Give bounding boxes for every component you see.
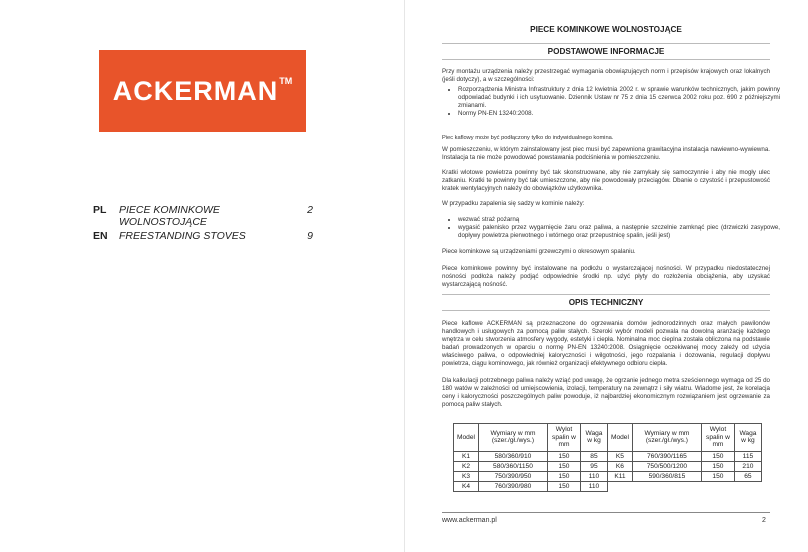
section-rule — [442, 59, 770, 60]
footer-rule — [442, 512, 770, 513]
list-item: • wygasić palenisko przez wygarnięcie żaru oraz paliwa, a następnie szczelnie zamknąć piec (drzwiczki zasypowe, dopływy powietrza pierwotnego i wtórnego oraz przepustnicę spalin, jeśli jest) — [458, 224, 780, 240]
table-cell-empty — [632, 481, 701, 491]
table-cell: 150 — [547, 471, 580, 481]
table-cell: 150 — [547, 451, 580, 461]
specifications-table — [453, 423, 762, 492]
list-item: • Normy PN-EN 13240:2008. — [458, 110, 780, 118]
table-header: Wylot spalin w mm — [547, 424, 580, 452]
table-cell: 760/390/980 — [478, 481, 547, 491]
table-header: Wymiary w mm (szer./gł./wys.) — [632, 424, 701, 452]
paragraph: W przypadku zapalenia się sadzy w kominie należy: — [442, 200, 585, 207]
table-cell: K11 — [607, 471, 632, 481]
table-header: Model — [607, 424, 632, 452]
table-cell: 580/360/1150 — [478, 461, 547, 471]
table-cell: 150 — [547, 461, 580, 471]
table-cell: 590/360/815 — [632, 471, 701, 481]
table-cell: 115 — [734, 451, 761, 461]
table-header-row — [454, 424, 762, 452]
table-cell: 150 — [701, 471, 734, 481]
table-cell: K2 — [454, 461, 479, 471]
table-cell: 110 — [580, 471, 607, 481]
footer-page-number: 2 — [762, 517, 766, 524]
table-cell: 95 — [580, 461, 607, 471]
footer-url[interactable]: www.ackerman.pl — [442, 517, 497, 524]
table-cell: K3 — [454, 471, 479, 481]
section-heading-technical: OPIS TECHNICZNY — [568, 298, 644, 307]
paragraph: Kratki wlotowe powietrza powinny być tak skonstruowane, aby nie zamykały się samoczynnie i aby nie mogły ulec zatkaniu. Kratki te powinny być tak umieszczone, aby nie powodowały przeciągów. Dbanie o czystość i przepustowość kratek wentylacyjnych należy do obowiązków użytkownika. — [442, 169, 770, 193]
table-cell: 150 — [701, 451, 734, 461]
section-rule — [442, 43, 770, 44]
table-cell: K6 — [607, 461, 632, 471]
toc-entry-pl[interactable] — [93, 204, 313, 228]
paragraph: Piece kaflowe ACKERMAN są przeznaczone do ogrzewania domów jednorodzinnych oraz małych pawilonów handlowych i usługowych za pomocą paliw stałych. Szeroki wybór modeli pozwala na dowolną aranżację każdego wnętrza w celu stworzenia atmosfery wygody, estetyki i ciepła. Nominalna moc cieplna została obliczona na podstawie badań prowadzonych w oparciu o normę PN-EN 13240:2008. Osiągnięcie oczekiwanej mocy zależy od użycia właściwego paliwa, o odpowiedniej kaloryczności i wilgotności, jego rozpalania i dozowania, regulacji dopływu powietrza, ciągu kominowego, jak również organizacji efektywnego odbioru ciepła. — [442, 320, 770, 368]
table-header: Wylot spalin w mm — [701, 424, 734, 452]
table-cell: K1 — [454, 451, 479, 461]
toc-title: PIECE KOMINKOWE WOLNOSTOJĄCE — [119, 204, 220, 228]
table-cell: 760/390/1165 — [632, 451, 701, 461]
table-cell-empty — [734, 481, 761, 491]
table-cell: 580/360/910 — [478, 451, 547, 461]
table-header: Waga w kg — [734, 424, 761, 452]
table-cell-empty — [607, 481, 632, 491]
table-cell-empty — [701, 481, 734, 491]
table-header: Wymiary w mm (szer./gł./wys.) — [478, 424, 547, 452]
paragraph: Piece kominkowe powinny być instalowane na podłożu o wystarczającej nośności. W przypadku niedostatecznej nośności podłoża należy podjąć odpowiednie środki np. użyć płyty do rozłożenia obciążenia, aby uzyskać wystarczającą nośność. — [442, 265, 770, 289]
paragraph: Przy montażu urządzenia należy przestrzegać wymagania obowiązujących norm i przepisów krajowych oraz lokalnych (jeśli dotyczy), a w szczególności: — [442, 68, 770, 84]
table-row — [454, 461, 762, 471]
table-cell: 150 — [701, 461, 734, 471]
ackerman-logo — [99, 50, 306, 132]
table-row — [454, 481, 762, 491]
table-header: Waga w kg — [580, 424, 607, 452]
chimney-fire-list — [448, 216, 780, 240]
table-row — [454, 471, 762, 481]
table-header: Model — [454, 424, 479, 452]
section-heading-basic-info: PODSTAWOWE INFORMACJE — [547, 47, 665, 56]
paragraph: Piece kominkowe są urządzeniami grzewczymi o okresowym spalaniu. — [442, 248, 636, 255]
logo-trademark: TM — [279, 76, 293, 86]
table-cell: 750/390/950 — [478, 471, 547, 481]
section-rule — [442, 294, 770, 295]
table-cell: 210 — [734, 461, 761, 471]
page-divider — [404, 0, 405, 552]
list-item: • wezwać straż pożarną — [458, 216, 780, 224]
table-cell: 65 — [734, 471, 761, 481]
table-row — [454, 451, 762, 461]
toc-page: 2 — [307, 204, 313, 216]
toc-page: 9 — [307, 230, 313, 242]
paragraph: Piec kaflowy może być podłączony tylko do indywidualnego komina. — [442, 135, 614, 141]
toc-entry-en[interactable] — [93, 230, 313, 242]
toc-title: FREESTANDING STOVES — [119, 230, 246, 242]
table-cell: K5 — [607, 451, 632, 461]
toc-code: EN — [93, 230, 108, 242]
page-title: PIECE KOMINKOWE WOLNOSTOJĄCE — [530, 25, 682, 34]
regulations-list — [448, 86, 780, 118]
list-item: • Rozporządzenia Ministra Infrastruktury z dnia 12 kwietnia 2002 r. w sprawie warunków technicznych, jakim powinny odpowiadać budynki i ich usytuowanie. Dziennik Ustaw nr 75 z dnia 15 czerwca 2002 roku poz. 690 z późniejszymi zmianami. — [458, 86, 780, 110]
table-cell: 150 — [547, 481, 580, 491]
table-cell: 85 — [580, 451, 607, 461]
table-cell: 110 — [580, 481, 607, 491]
logo-text: ACKERMAN — [112, 75, 279, 106]
table-cell: 750/500/1200 — [632, 461, 701, 471]
table-cell: K4 — [454, 481, 479, 491]
paragraph: Dla kalkulacji potrzebnego paliwa należy wziąć pod uwagę, że ogrzanie jednego metra sześciennego wymaga od 25 do 180 watów w zależności od umiejscowienia, izolacji, temperatury na zewnątrz i siły wiatru. Wiadome jest, że korelacja ceny i kaloryczności poszczególnych paliw powoduje, iż najbardziej ekonomicznym rozwiązaniem jest ogrzewanie za pomocą paliw stałych. — [442, 377, 770, 409]
section-rule — [442, 310, 770, 311]
toc-code: PL — [93, 204, 107, 216]
paragraph: W pomieszczeniu, w którym zainstalowany jest piec musi być zapewniona grawitacyjna instalacja nawiewno-wywiewna. Instalacja ta nie może powodować powstawania podciśnienia w pomieszczeniu. — [442, 146, 770, 162]
